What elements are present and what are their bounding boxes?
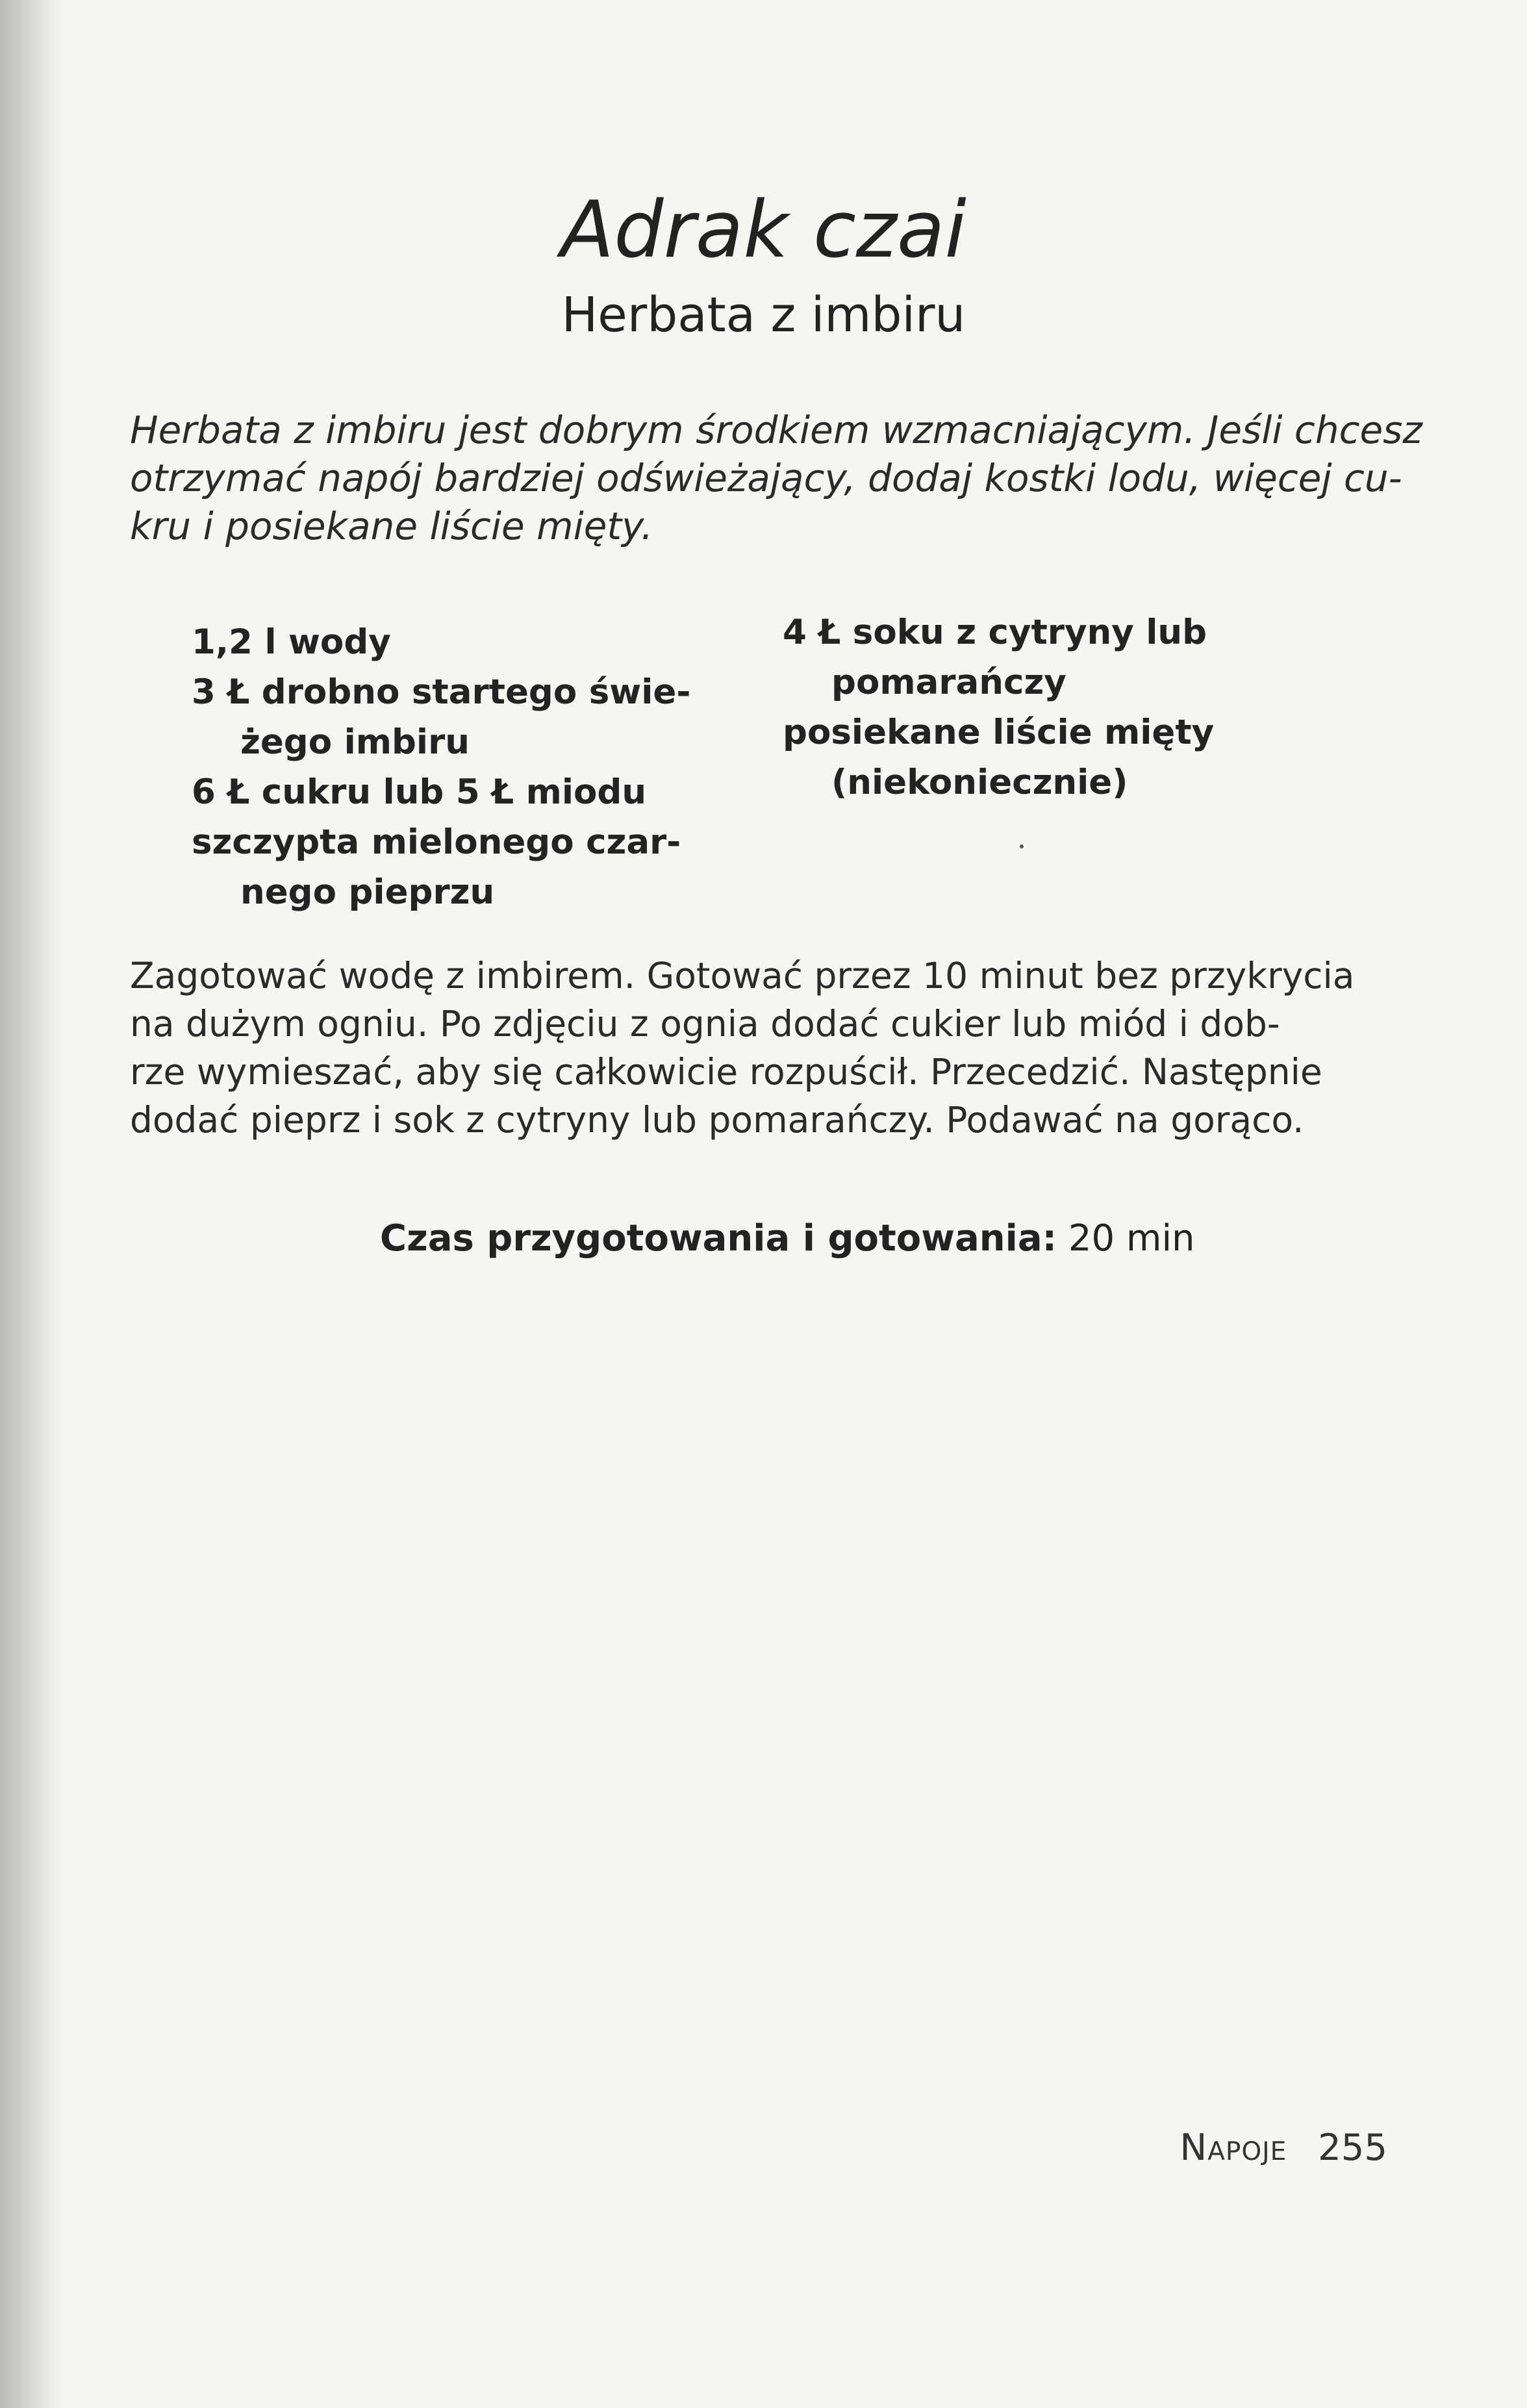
ingredient-item: (niekoniecznie): [831, 763, 1128, 802]
ingredient-item: 3 Ł drobno startego świe-: [192, 672, 691, 712]
intro-line: otrzymać napój bardziej odświeżający, dodaj kostki lodu, więcej cu-: [130, 456, 1402, 500]
ingredient-item: 1,2 l wody: [192, 622, 391, 662]
method-line: dodać pieprz i sok z cytryny lub pomarańczy. Podawać na gorąco.: [130, 1099, 1304, 1141]
recipe-method: [130, 952, 1383, 1144]
page-number: 255: [1318, 2127, 1387, 2169]
ingredient-item: nego pieprzu: [240, 872, 495, 912]
intro-line: Herbata z imbiru jest dobrym środkiem wzmacniającym. Jeśli chcesz: [130, 408, 1422, 452]
ingredients-left-column: [192, 617, 690, 917]
recipe-subtitle: Herbata z imbiru: [561, 287, 966, 343]
prep-time-value: 20 min: [1068, 1217, 1195, 1260]
book-spine-shadow: [0, 0, 62, 2408]
ingredient-item: 6 Ł cukru lub 5 Ł miodu: [192, 772, 647, 812]
section-name: Napoje: [1180, 2127, 1287, 2169]
recipe-intro: [130, 406, 1422, 550]
recipe-title: Adrak czai: [561, 185, 966, 275]
ingredients-right-column: [783, 607, 1214, 807]
prep-time: [380, 1215, 1195, 1263]
ingredient-item: 4 Ł soku z cytryny lub: [783, 613, 1207, 652]
ingredient-item: szczypta mielonego czar-: [192, 822, 681, 862]
ingredient-item: posiekane liście mięty: [783, 713, 1215, 752]
ingredient-item: pomarańczy: [831, 663, 1066, 702]
stray-dot-mark: [1020, 844, 1024, 848]
prep-time-label: Czas przygotowania i gotowania:: [380, 1217, 1057, 1260]
method-line: rze wymieszać, aby się całkowicie rozpuścił. Przecedzić. Następnie: [130, 1051, 1322, 1093]
ingredient-item: żego imbiru: [240, 722, 470, 762]
intro-line: kru i posiekane liście mięty.: [130, 504, 653, 548]
method-line: na dużym ogniu. Po zdjęciu z ognia dodać cukier lub miód i dob-: [130, 1003, 1280, 1045]
method-line: Zagotować wodę z imbirem. Gotować przez 10 minut bez przykrycia: [130, 955, 1355, 996]
page-footer: [1180, 2124, 1387, 2172]
